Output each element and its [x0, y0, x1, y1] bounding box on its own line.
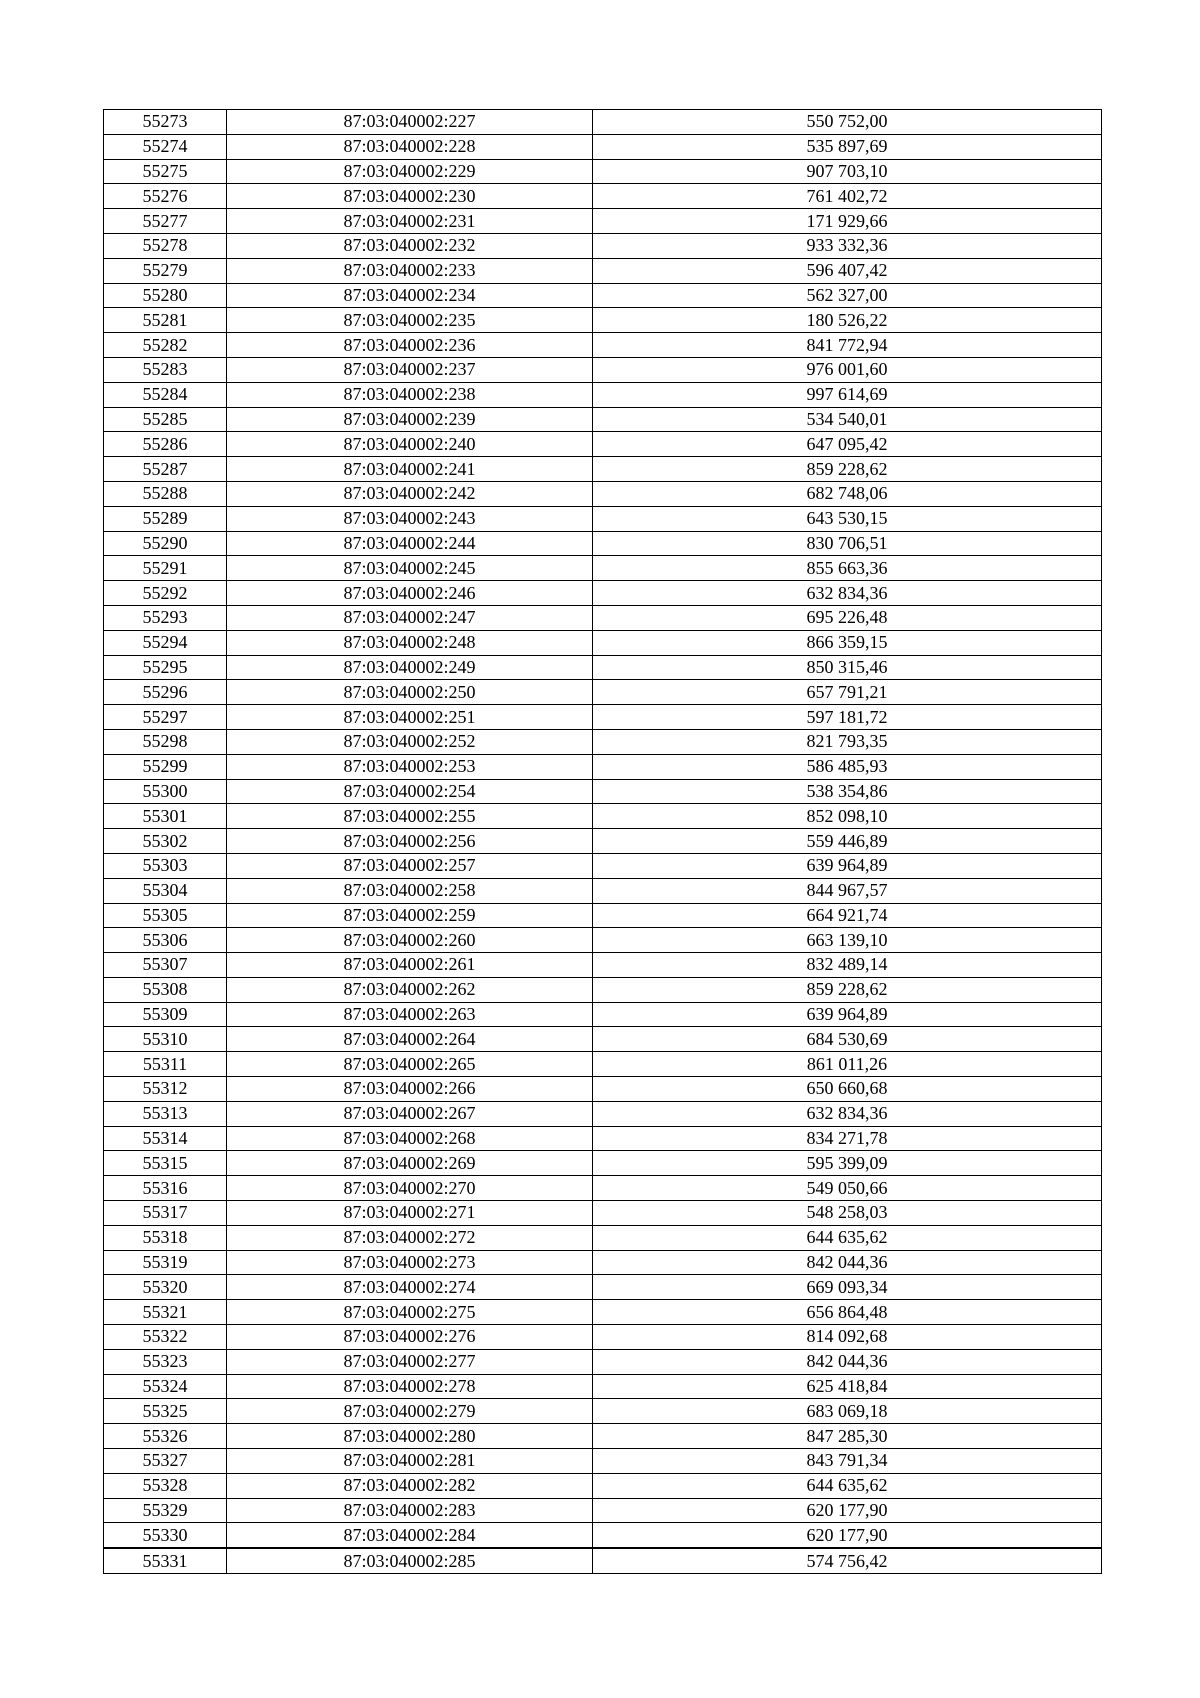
cadastral-number-cell: 87:03:040002:282	[227, 1473, 593, 1498]
cadastral-value-cell: 847 285,30	[593, 1424, 1102, 1449]
cadastral-number-cell: 87:03:040002:259	[227, 903, 593, 928]
cadastral-value-cell: 644 635,62	[593, 1225, 1102, 1250]
row-number-cell: 55307	[104, 953, 227, 978]
row-number-cell: 55292	[104, 581, 227, 606]
table-row	[104, 1300, 1102, 1325]
row-number-cell: 55288	[104, 481, 227, 506]
row-number-cell: 55299	[104, 754, 227, 779]
cadastral-value-cell: 548 258,03	[593, 1201, 1102, 1226]
row-number-cell: 55331	[104, 1548, 227, 1573]
row-number-cell: 55309	[104, 1002, 227, 1027]
cadastral-value-cell: 595 399,09	[593, 1151, 1102, 1176]
cadastral-number-cell: 87:03:040002:260	[227, 928, 593, 953]
cadastral-number-cell: 87:03:040002:241	[227, 457, 593, 482]
cadastral-value-cell: 549 050,66	[593, 1176, 1102, 1201]
row-number-cell: 55287	[104, 457, 227, 482]
cadastral-value-cell: 559 446,89	[593, 829, 1102, 854]
table-row	[104, 382, 1102, 407]
cadastral-number-cell: 87:03:040002:247	[227, 605, 593, 630]
cadastral-number-cell: 87:03:040002:276	[227, 1325, 593, 1350]
cadastral-number-cell: 87:03:040002:253	[227, 754, 593, 779]
cadastral-number-cell: 87:03:040002:261	[227, 953, 593, 978]
cadastral-value-cell: 682 748,06	[593, 481, 1102, 506]
cadastral-number-cell: 87:03:040002:232	[227, 233, 593, 258]
cadastral-number-cell: 87:03:040002:227	[227, 110, 593, 135]
table-row	[104, 1126, 1102, 1151]
row-number-cell: 55283	[104, 357, 227, 382]
cadastral-number-cell: 87:03:040002:266	[227, 1077, 593, 1102]
table-row	[104, 829, 1102, 854]
row-number-cell: 55300	[104, 779, 227, 804]
cadastral-value-cell: 843 791,34	[593, 1449, 1102, 1474]
cadastral-value-cell: 644 635,62	[593, 1473, 1102, 1498]
table-row	[104, 581, 1102, 606]
row-number-cell: 55296	[104, 680, 227, 705]
cadastral-value-cell: 855 663,36	[593, 556, 1102, 581]
cadastral-number-cell: 87:03:040002:228	[227, 134, 593, 159]
cadastral-number-cell: 87:03:040002:275	[227, 1300, 593, 1325]
cadastral-number-cell: 87:03:040002:279	[227, 1399, 593, 1424]
row-number-cell: 55289	[104, 506, 227, 531]
table-row	[104, 333, 1102, 358]
table-row	[104, 605, 1102, 630]
cadastral-value-cell: 550 752,00	[593, 110, 1102, 135]
cadastral-value-cell: 656 864,48	[593, 1300, 1102, 1325]
table-row	[104, 754, 1102, 779]
cadastral-number-cell: 87:03:040002:239	[227, 407, 593, 432]
table-row	[104, 209, 1102, 234]
cadastral-value-cell: 830 706,51	[593, 531, 1102, 556]
table-row	[104, 1473, 1102, 1498]
table-row	[104, 1548, 1102, 1573]
row-number-cell: 55325	[104, 1399, 227, 1424]
table-row	[104, 258, 1102, 283]
cadastral-value-cell: 695 226,48	[593, 605, 1102, 630]
row-number-cell: 55318	[104, 1225, 227, 1250]
cadastral-number-cell: 87:03:040002:278	[227, 1374, 593, 1399]
cadastral-number-cell: 87:03:040002:257	[227, 853, 593, 878]
table-row	[104, 184, 1102, 209]
cadastral-number-cell: 87:03:040002:240	[227, 432, 593, 457]
cadastral-number-cell: 87:03:040002:231	[227, 209, 593, 234]
table-row	[104, 655, 1102, 680]
cadastral-number-cell: 87:03:040002:280	[227, 1424, 593, 1449]
cadastral-number-cell: 87:03:040002:242	[227, 481, 593, 506]
cadastral-value-cell: 844 967,57	[593, 878, 1102, 903]
cadastral-number-cell: 87:03:040002:234	[227, 283, 593, 308]
table-row	[104, 1424, 1102, 1449]
cadastral-number-cell: 87:03:040002:273	[227, 1250, 593, 1275]
cadastral-number-cell: 87:03:040002:263	[227, 1002, 593, 1027]
table-row	[104, 1523, 1102, 1548]
row-number-cell: 55314	[104, 1126, 227, 1151]
row-number-cell: 55328	[104, 1473, 227, 1498]
cadastral-value-cell: 821 793,35	[593, 729, 1102, 754]
row-number-cell: 55321	[104, 1300, 227, 1325]
row-number-cell: 55330	[104, 1523, 227, 1548]
cadastral-value-cell: 834 271,78	[593, 1126, 1102, 1151]
cadastral-value-cell: 663 139,10	[593, 928, 1102, 953]
cadastral-value-cell: 643 530,15	[593, 506, 1102, 531]
row-number-cell: 55281	[104, 308, 227, 333]
table-row	[104, 1449, 1102, 1474]
cadastral-value-cell: 852 098,10	[593, 804, 1102, 829]
cadastral-number-cell: 87:03:040002:277	[227, 1349, 593, 1374]
table-row	[104, 1176, 1102, 1201]
cadastral-number-cell: 87:03:040002:236	[227, 333, 593, 358]
row-number-cell: 55326	[104, 1424, 227, 1449]
cadastral-value-cell: 596 407,42	[593, 258, 1102, 283]
cadastral-value-cell: 859 228,62	[593, 977, 1102, 1002]
row-number-cell: 55295	[104, 655, 227, 680]
cadastral-number-cell: 87:03:040002:233	[227, 258, 593, 283]
table-row	[104, 1325, 1102, 1350]
row-number-cell: 55311	[104, 1052, 227, 1077]
table-row	[104, 1275, 1102, 1300]
table-row	[104, 357, 1102, 382]
cadastral-value-cell: 538 354,86	[593, 779, 1102, 804]
table-row	[104, 680, 1102, 705]
table-row	[104, 308, 1102, 333]
cadastral-value-cell: 841 772,94	[593, 333, 1102, 358]
cadastral-value-cell: 620 177,90	[593, 1498, 1102, 1523]
table-row	[104, 1151, 1102, 1176]
table-row	[104, 977, 1102, 1002]
cadastral-value-cell: 632 834,36	[593, 581, 1102, 606]
row-number-cell: 55294	[104, 630, 227, 655]
table-row	[104, 531, 1102, 556]
cadastral-number-cell: 87:03:040002:268	[227, 1126, 593, 1151]
row-number-cell: 55302	[104, 829, 227, 854]
row-number-cell: 55304	[104, 878, 227, 903]
cadastral-number-cell: 87:03:040002:284	[227, 1523, 593, 1548]
row-number-cell: 55297	[104, 705, 227, 730]
cadastral-value-cell: 664 921,74	[593, 903, 1102, 928]
row-number-cell: 55285	[104, 407, 227, 432]
cadastral-number-cell: 87:03:040002:283	[227, 1498, 593, 1523]
row-number-cell: 55279	[104, 258, 227, 283]
row-number-cell: 55286	[104, 432, 227, 457]
table-row	[104, 432, 1102, 457]
cadastral-number-cell: 87:03:040002:243	[227, 506, 593, 531]
table-row	[104, 1250, 1102, 1275]
table-row	[104, 1101, 1102, 1126]
row-number-cell: 55306	[104, 928, 227, 953]
row-number-cell: 55327	[104, 1449, 227, 1474]
cadastral-number-cell: 87:03:040002:249	[227, 655, 593, 680]
table-row	[104, 1374, 1102, 1399]
cadastral-value-cell: 574 756,42	[593, 1548, 1102, 1573]
row-number-cell: 55323	[104, 1349, 227, 1374]
row-number-cell: 55298	[104, 729, 227, 754]
row-number-cell: 55310	[104, 1027, 227, 1052]
cadastral-number-cell: 87:03:040002:254	[227, 779, 593, 804]
row-number-cell: 55319	[104, 1250, 227, 1275]
table-row	[104, 159, 1102, 184]
cadastral-value-cell: 997 614,69	[593, 382, 1102, 407]
row-number-cell: 55329	[104, 1498, 227, 1523]
cadastral-value-cell: 562 327,00	[593, 283, 1102, 308]
table-row	[104, 110, 1102, 135]
cadastral-value-cell: 907 703,10	[593, 159, 1102, 184]
cadastral-value-cell: 976 001,60	[593, 357, 1102, 382]
cadastral-number-cell: 87:03:040002:245	[227, 556, 593, 581]
cadastral-number-cell: 87:03:040002:251	[227, 705, 593, 730]
cadastral-number-cell: 87:03:040002:237	[227, 357, 593, 382]
table-body	[104, 110, 1102, 1574]
table-row	[104, 134, 1102, 159]
row-number-cell: 55308	[104, 977, 227, 1002]
cadastral-number-cell: 87:03:040002:230	[227, 184, 593, 209]
cadastral-value-cell: 842 044,36	[593, 1250, 1102, 1275]
cadastral-value-cell: 597 181,72	[593, 705, 1102, 730]
cadastral-number-cell: 87:03:040002:269	[227, 1151, 593, 1176]
row-number-cell: 55293	[104, 605, 227, 630]
cadastral-value-table	[103, 109, 1102, 1574]
cadastral-number-cell: 87:03:040002:235	[227, 308, 593, 333]
row-number-cell: 55275	[104, 159, 227, 184]
row-number-cell: 55282	[104, 333, 227, 358]
row-number-cell: 55324	[104, 1374, 227, 1399]
table-row	[104, 1027, 1102, 1052]
table-row	[104, 953, 1102, 978]
table-row	[104, 407, 1102, 432]
row-number-cell: 55284	[104, 382, 227, 407]
table-row	[104, 928, 1102, 953]
cadastral-number-cell: 87:03:040002:250	[227, 680, 593, 705]
table-row	[104, 878, 1102, 903]
row-number-cell: 55276	[104, 184, 227, 209]
cadastral-value-cell: 859 228,62	[593, 457, 1102, 482]
cadastral-value-cell: 761 402,72	[593, 184, 1102, 209]
table-row	[104, 804, 1102, 829]
table-row	[104, 506, 1102, 531]
table-row	[104, 705, 1102, 730]
row-number-cell: 55274	[104, 134, 227, 159]
row-number-cell: 55315	[104, 1151, 227, 1176]
cadastral-number-cell: 87:03:040002:252	[227, 729, 593, 754]
row-number-cell: 55273	[104, 110, 227, 135]
row-number-cell: 55305	[104, 903, 227, 928]
table-row	[104, 853, 1102, 878]
row-number-cell: 55301	[104, 804, 227, 829]
cadastral-value-cell: 180 526,22	[593, 308, 1102, 333]
cadastral-number-cell: 87:03:040002:262	[227, 977, 593, 1002]
cadastral-value-cell: 861 011,26	[593, 1052, 1102, 1077]
cadastral-number-cell: 87:03:040002:267	[227, 1101, 593, 1126]
table-row	[104, 1498, 1102, 1523]
cadastral-number-cell: 87:03:040002:281	[227, 1449, 593, 1474]
cadastral-value-cell: 684 530,69	[593, 1027, 1102, 1052]
cadastral-number-cell: 87:03:040002:272	[227, 1225, 593, 1250]
cadastral-value-cell: 171 929,66	[593, 209, 1102, 234]
table-row	[104, 779, 1102, 804]
cadastral-value-cell: 683 069,18	[593, 1399, 1102, 1424]
cadastral-number-cell: 87:03:040002:255	[227, 804, 593, 829]
cadastral-number-cell: 87:03:040002:270	[227, 1176, 593, 1201]
table-row	[104, 481, 1102, 506]
cadastral-number-cell: 87:03:040002:256	[227, 829, 593, 854]
table-row	[104, 903, 1102, 928]
cadastral-value-cell: 647 095,42	[593, 432, 1102, 457]
table-row	[104, 1052, 1102, 1077]
row-number-cell: 55316	[104, 1176, 227, 1201]
row-number-cell: 55291	[104, 556, 227, 581]
row-number-cell: 55280	[104, 283, 227, 308]
table-row	[104, 1399, 1102, 1424]
cadastral-number-cell: 87:03:040002:248	[227, 630, 593, 655]
cadastral-value-cell: 639 964,89	[593, 853, 1102, 878]
table-row	[104, 1225, 1102, 1250]
row-number-cell: 55322	[104, 1325, 227, 1350]
table-row	[104, 233, 1102, 258]
row-number-cell: 55303	[104, 853, 227, 878]
cadastral-value-cell: 832 489,14	[593, 953, 1102, 978]
table-row	[104, 729, 1102, 754]
cadastral-value-cell: 850 315,46	[593, 655, 1102, 680]
cadastral-number-cell: 87:03:040002:274	[227, 1275, 593, 1300]
cadastral-number-cell: 87:03:040002:265	[227, 1052, 593, 1077]
table-row	[104, 1349, 1102, 1374]
cadastral-value-cell: 620 177,90	[593, 1523, 1102, 1548]
cadastral-number-cell: 87:03:040002:238	[227, 382, 593, 407]
cadastral-value-cell: 814 092,68	[593, 1325, 1102, 1350]
cadastral-number-cell: 87:03:040002:229	[227, 159, 593, 184]
table-row	[104, 283, 1102, 308]
cadastral-value-cell: 650 660,68	[593, 1077, 1102, 1102]
cadastral-value-cell: 625 418,84	[593, 1374, 1102, 1399]
cadastral-value-cell: 535 897,69	[593, 134, 1102, 159]
row-number-cell: 55317	[104, 1201, 227, 1226]
cadastral-value-cell: 866 359,15	[593, 630, 1102, 655]
cadastral-number-cell: 87:03:040002:264	[227, 1027, 593, 1052]
cadastral-value-cell: 657 791,21	[593, 680, 1102, 705]
table-row	[104, 1002, 1102, 1027]
row-number-cell: 55312	[104, 1077, 227, 1102]
cadastral-number-cell: 87:03:040002:285	[227, 1548, 593, 1573]
cadastral-value-cell: 933 332,36	[593, 233, 1102, 258]
cadastral-value-cell: 632 834,36	[593, 1101, 1102, 1126]
cadastral-value-cell: 586 485,93	[593, 754, 1102, 779]
table-row	[104, 556, 1102, 581]
row-number-cell: 55313	[104, 1101, 227, 1126]
table-row	[104, 630, 1102, 655]
cadastral-number-cell: 87:03:040002:246	[227, 581, 593, 606]
row-number-cell: 55278	[104, 233, 227, 258]
cadastral-number-cell: 87:03:040002:271	[227, 1201, 593, 1226]
row-number-cell: 55277	[104, 209, 227, 234]
row-number-cell: 55320	[104, 1275, 227, 1300]
table-row	[104, 1201, 1102, 1226]
cadastral-value-cell: 534 540,01	[593, 407, 1102, 432]
cadastral-value-cell: 842 044,36	[593, 1349, 1102, 1374]
table-row	[104, 457, 1102, 482]
table-row	[104, 1077, 1102, 1102]
cadastral-number-cell: 87:03:040002:244	[227, 531, 593, 556]
cadastral-number-cell: 87:03:040002:258	[227, 878, 593, 903]
row-number-cell: 55290	[104, 531, 227, 556]
cadastral-value-cell: 669 093,34	[593, 1275, 1102, 1300]
cadastral-value-cell: 639 964,89	[593, 1002, 1102, 1027]
